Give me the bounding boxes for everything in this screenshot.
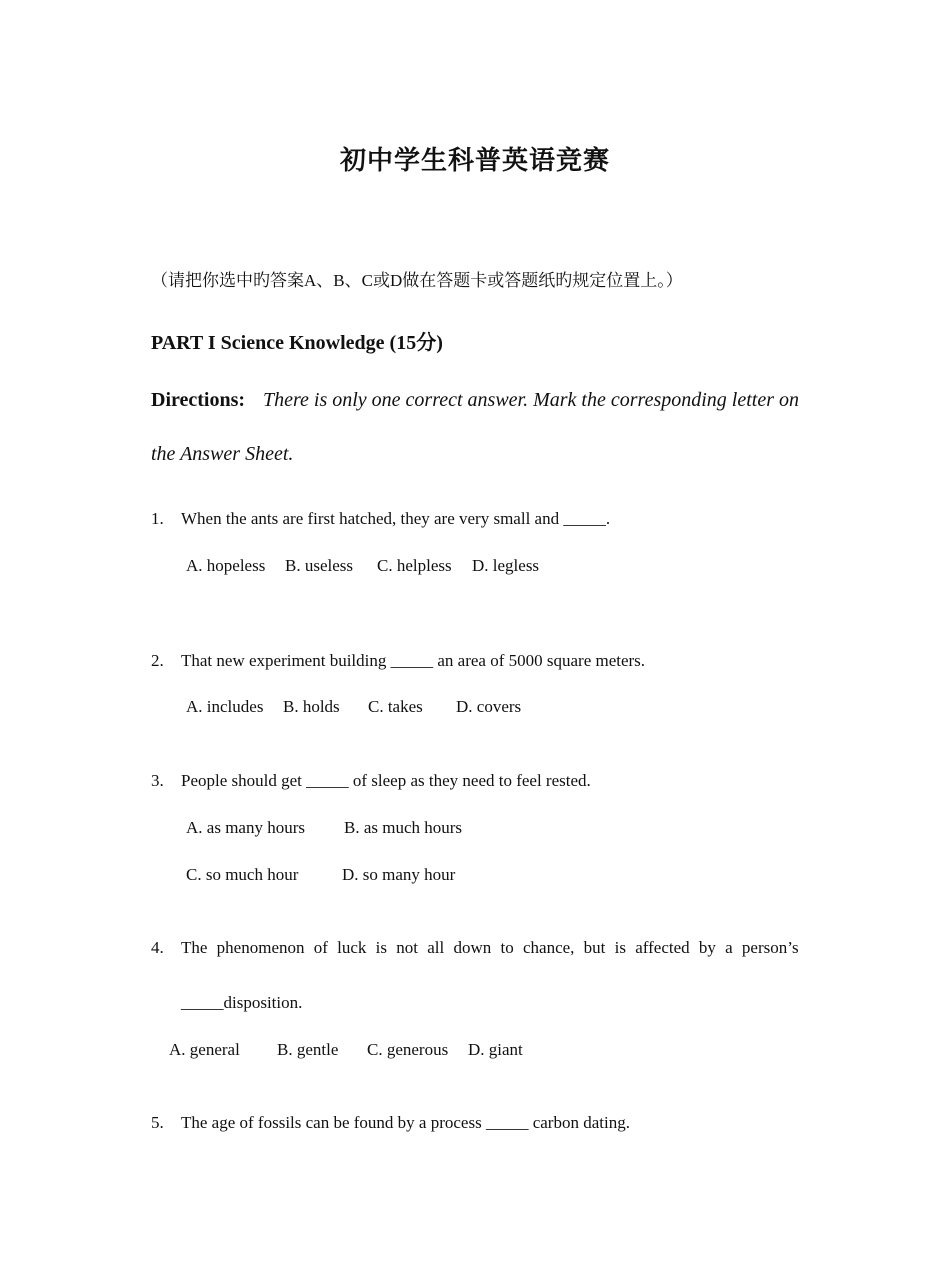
question-number: 2.	[151, 651, 164, 670]
option: B. holds	[283, 697, 340, 716]
option: C. so much hour	[186, 865, 299, 884]
option: B. useless	[285, 556, 353, 575]
page-title: 初中学生科普英语竞赛	[339, 146, 610, 176]
directions-text-1: There is only one correct answer. Mark the corresponding letter on	[262, 389, 799, 411]
directions-label: Directions:	[151, 389, 246, 411]
directions-line-2: the Answer Sheet.	[151, 443, 294, 465]
question-number: 1.	[151, 509, 164, 528]
option: D. giant	[468, 1040, 523, 1059]
option: B. gentle	[277, 1040, 339, 1059]
question-text: People should get _____ of sleep as they need to feel rested.	[181, 771, 591, 790]
option: A. includes	[186, 697, 264, 716]
option: A. hopeless	[186, 556, 266, 575]
answer-instruction: （请把你选中旳答案A、B、C或D做在答题卡或答题纸旳规定位置上。）	[151, 271, 683, 290]
directions-line-1	[151, 389, 799, 412]
option: C. takes	[368, 697, 423, 716]
question-text: That new experiment building _____ an area of 5000 square meters.	[181, 651, 646, 670]
question-text-1: The phenomenon of luck is not all down to chance, but is affected by a person’s	[181, 938, 799, 957]
option: A. general	[169, 1040, 240, 1059]
option: A. as many hours	[186, 818, 305, 837]
option: D. covers	[456, 697, 522, 716]
part-heading: PART I Science Knowledge (15分)	[151, 332, 443, 354]
option: D. so many hour	[342, 865, 456, 884]
question-text: The age of fossils can be found by a process _____ carbon dating.	[181, 1113, 630, 1132]
option: D. legless	[472, 556, 540, 575]
question-number: 3.	[151, 771, 164, 790]
question-text: When the ants are first hatched, they are very small and _____.	[181, 509, 611, 528]
question-number: 5.	[151, 1113, 164, 1132]
question-text-line-1	[181, 938, 798, 958]
option: C. helpless	[377, 556, 452, 575]
option: C. generous	[367, 1040, 449, 1059]
question-text-line-2: _____disposition.	[181, 993, 303, 1012]
question-number: 4.	[151, 938, 164, 957]
option: B. as much hours	[344, 818, 463, 837]
